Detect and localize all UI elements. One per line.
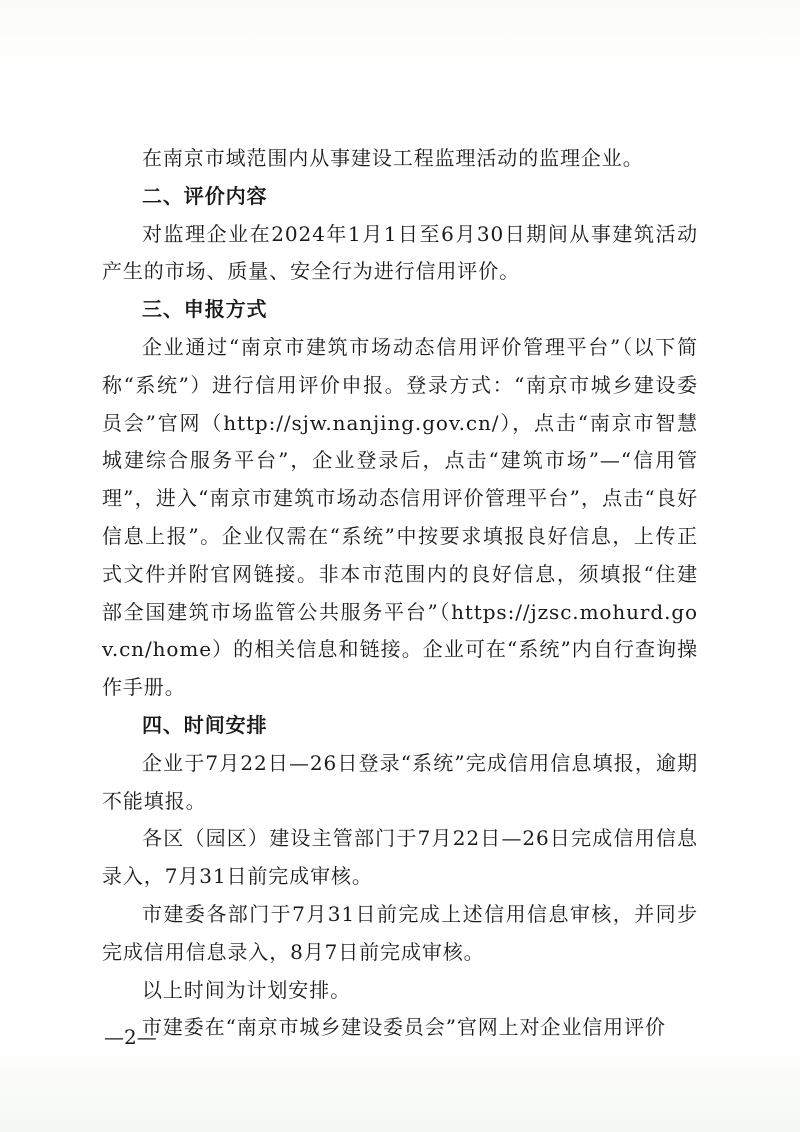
page-number: —2—	[104, 1025, 157, 1049]
heading-reporting-method: 三、申报方式	[142, 297, 268, 322]
paragraph-schedule-city: 市建委各部门于7月31日前完成上述信用信息审核，并同步完成信用信息录入，8月7日前完成审核。	[102, 901, 698, 964]
paragraph-publication: 市建委在“南京市城乡建设委员会”官网上对企业信用评价	[142, 1015, 666, 1040]
paragraph-schedule-note: 以上时间为计划安排。	[142, 977, 351, 1002]
heading-schedule: 四、时间安排	[142, 712, 268, 737]
paragraph-reporting-method: 企业通过“南京市建筑市场动态信用评价管理平台”（以下简称“系统”）进行信用评价申报。登录方式：“南京市城乡建设委员会”官网（http://sjw.nanjing.gov.cn/），点击“南京市智慧城建综合服务平台”，企业登录后，点击“建筑市场”—“信用管理”，进入“南京市建筑市场动态信用评价管理平台”，点击“良好信息上报”。企业仅需在“系统”中按要求填报良好信息，上传正式文件并附官网链接。非本市范围内的良好信息，须填报“住建部全国建筑市场监管公共服务平台”（https://jzsc.mohurd.gov.cn/home）的相关信息和链接。企业可在“系统”内自行查询操作手册。	[102, 334, 698, 700]
paragraph-evaluation-content: 对监理企业在2024年1月1日至6月30日期间从事建筑活动产生的市场、质量、安全行为进行信用评价。	[102, 221, 698, 284]
paragraph-schedule-enterprise: 企业于7月22日—26日登录“系统”完成信用信息填报，逾期不能填报。	[102, 750, 698, 813]
document-body	[102, 140, 698, 1047]
paragraph-scope: 在南京市域范围内从事建设工程监理活动的监理企业。	[142, 146, 644, 170]
paragraph-schedule-district: 各区（园区）建设主管部门于7月22日—26日完成信用信息录入，7月31日前完成审核。	[102, 826, 698, 889]
heading-evaluation-content: 二、评价内容	[142, 183, 268, 208]
